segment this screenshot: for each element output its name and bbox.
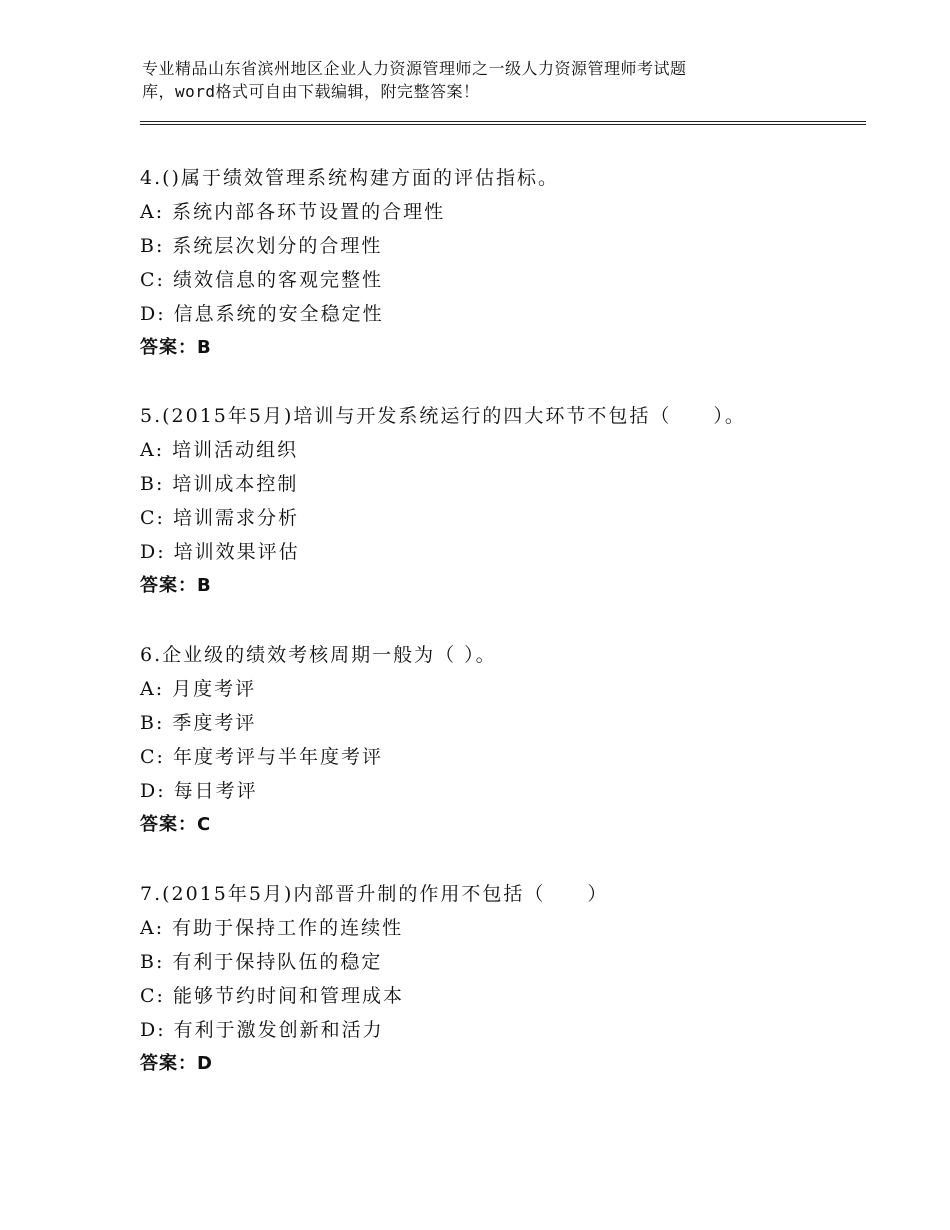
header-divider-bottom	[140, 124, 866, 125]
question-stem: 6.企业级的绩效考核周期一般为（ ）。	[140, 644, 497, 666]
option-d: D: 培训效果评估	[140, 541, 300, 563]
question-stem: 4.()属于绩效管理系统构建方面的评估指标。	[140, 167, 559, 189]
option-c: C: 能够节约时间和管理成本	[140, 985, 404, 1007]
option-b: B: 季度考评	[140, 712, 257, 734]
option-a: A: 有助于保持工作的连续性	[140, 917, 404, 939]
question-5	[140, 399, 840, 603]
option-b: B: 系统层次划分的合理性	[140, 235, 383, 257]
answer-label: 答案：D	[140, 1053, 213, 1074]
header-divider-top	[140, 121, 866, 122]
question-stem: 7.(2015年5月)内部晋升制的作用不包括（ ）	[140, 883, 609, 905]
option-a: A: 系统内部各环节设置的合理性	[140, 201, 446, 223]
option-c: C: 年度考评与半年度考评	[140, 746, 383, 768]
option-d: D: 有利于激发创新和活力	[140, 1019, 384, 1041]
question-4	[140, 161, 840, 365]
answer-label: 答案：B	[140, 337, 212, 358]
option-d: D: 信息系统的安全稳定性	[140, 303, 384, 325]
option-a: A: 培训活动组织	[140, 439, 299, 461]
document-header	[142, 57, 802, 103]
answer-label: 答案：C	[140, 814, 212, 835]
question-7	[140, 877, 840, 1081]
option-a: A: 月度考评	[140, 678, 257, 700]
option-b: B: 培训成本控制	[140, 473, 299, 495]
question-6	[140, 638, 840, 842]
header-title-line-2: 库，word格式可自由下载编辑，附完整答案！	[142, 82, 480, 101]
option-c: C: 绩效信息的客观完整性	[140, 269, 383, 291]
option-b: B: 有利于保持队伍的稳定	[140, 951, 383, 973]
answer-label: 答案：B	[140, 575, 212, 596]
header-title-line-1: 专业精品山东省滨州地区企业人力资源管理师之一级人力资源管理师考试题	[142, 59, 687, 78]
option-d: D: 每日考评	[140, 780, 258, 802]
option-c: C: 培训需求分析	[140, 507, 299, 529]
question-stem: 5.(2015年5月)培训与开发系统运行的四大环节不包括（ ）。	[140, 405, 746, 427]
